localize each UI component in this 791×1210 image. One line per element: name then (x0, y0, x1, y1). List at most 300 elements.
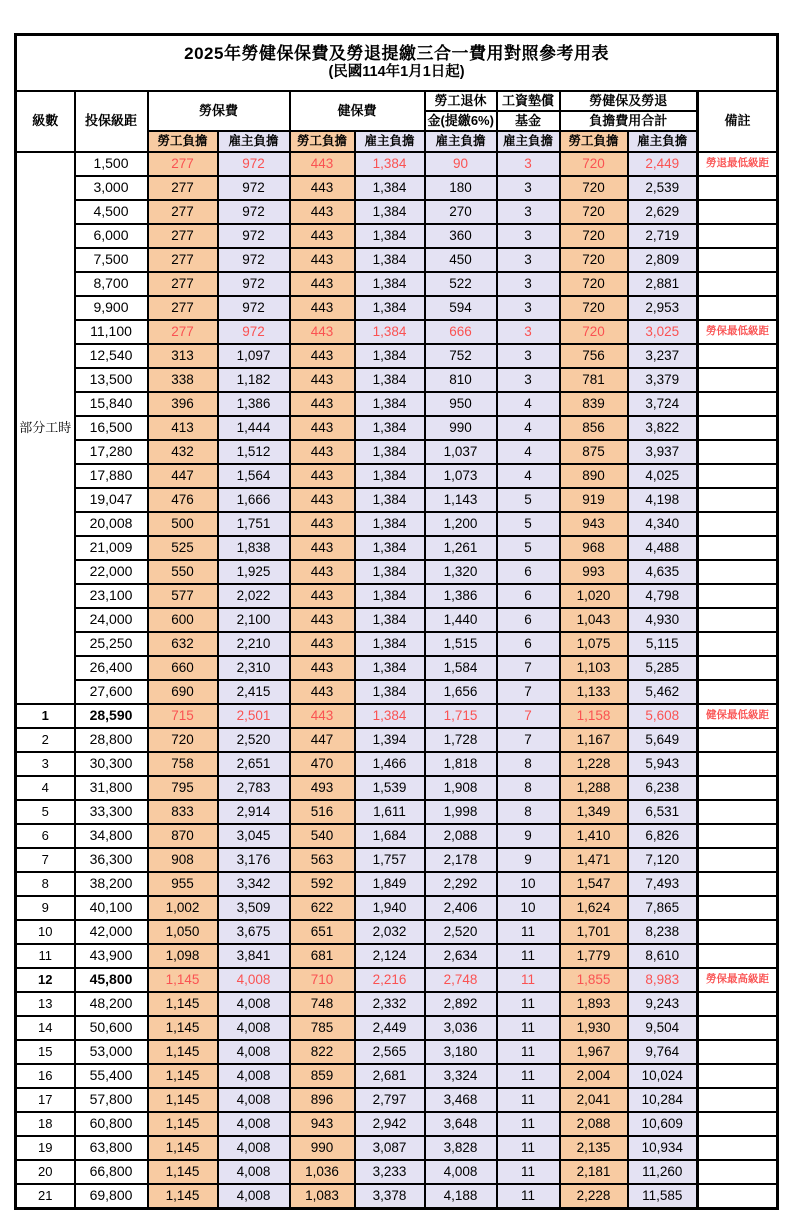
table-row (16, 344, 778, 368)
page-title: 2025年勞健保保費及勞退提繳三合一費用對照參考用表 (184, 43, 609, 63)
value-cell: 1,145 (148, 968, 218, 992)
value-cell: 943 (560, 512, 628, 536)
value-cell: 5,285 (628, 656, 698, 680)
value-cell: 4,008 (218, 1112, 290, 1136)
value-cell: 1,539 (355, 776, 425, 800)
value-cell: 1,158 (560, 704, 628, 728)
value-cell: 9 (497, 824, 560, 848)
value-cell: 6 (497, 584, 560, 608)
table-row (16, 656, 778, 680)
value-cell: 1,036 (290, 1160, 355, 1184)
col-header-total-line2: 負擔費用合計 (560, 111, 698, 131)
remark-cell (698, 464, 778, 488)
value-cell: 443 (290, 368, 355, 392)
bracket-cell: 13,500 (75, 368, 148, 392)
value-cell: 720 (560, 224, 628, 248)
value-cell: 1,779 (560, 944, 628, 968)
value-cell: 795 (148, 776, 218, 800)
value-cell: 432 (148, 440, 218, 464)
col-header-labor-insurance: 勞保費 (148, 91, 290, 131)
value-cell: 651 (290, 920, 355, 944)
value-cell: 522 (425, 272, 497, 296)
value-cell: 1,384 (355, 560, 425, 584)
value-cell: 1,940 (355, 896, 425, 920)
value-cell: 1,624 (560, 896, 628, 920)
remark-cell (698, 848, 778, 872)
value-cell: 443 (290, 536, 355, 560)
value-cell: 11 (497, 992, 560, 1016)
table-row (16, 728, 778, 752)
value-cell: 720 (560, 248, 628, 272)
value-cell: 781 (560, 368, 628, 392)
value-cell: 2,135 (560, 1136, 628, 1160)
value-cell: 8 (497, 800, 560, 824)
level-cell: 19 (16, 1136, 75, 1160)
remark-cell (698, 344, 778, 368)
bracket-cell: 7,500 (75, 248, 148, 272)
value-cell: 2,914 (218, 800, 290, 824)
value-cell: 1,145 (148, 992, 218, 1016)
level-cell: 11 (16, 944, 75, 968)
value-cell: 839 (560, 392, 628, 416)
value-cell: 859 (290, 1064, 355, 1088)
value-cell: 6,531 (628, 800, 698, 824)
value-cell: 1,440 (425, 608, 497, 632)
value-cell: 493 (290, 776, 355, 800)
remark-cell (698, 824, 778, 848)
value-cell: 660 (148, 656, 218, 680)
value-cell: 720 (560, 296, 628, 320)
value-cell: 856 (560, 416, 628, 440)
value-cell: 4,488 (628, 536, 698, 560)
value-cell: 2,041 (560, 1088, 628, 1112)
bracket-cell: 22,000 (75, 560, 148, 584)
remark-cell (698, 440, 778, 464)
table-row (16, 584, 778, 608)
value-cell: 1,384 (355, 656, 425, 680)
value-cell: 3,324 (425, 1064, 497, 1088)
bracket-cell: 60,800 (75, 1112, 148, 1136)
value-cell: 1,384 (355, 392, 425, 416)
value-cell: 6,238 (628, 776, 698, 800)
bracket-cell: 53,000 (75, 1040, 148, 1064)
value-cell: 720 (560, 272, 628, 296)
fee-comparison-table (14, 33, 779, 1210)
value-cell: 3,828 (425, 1136, 497, 1160)
value-cell: 90 (425, 152, 497, 176)
value-cell: 972 (218, 152, 290, 176)
value-cell: 4,798 (628, 584, 698, 608)
value-cell: 277 (148, 176, 218, 200)
remark-cell (698, 536, 778, 560)
value-cell: 4,188 (425, 1184, 497, 1209)
value-cell: 7,120 (628, 848, 698, 872)
remark-cell (698, 896, 778, 920)
remark-cell (698, 200, 778, 224)
table-row (16, 1160, 778, 1184)
value-cell: 756 (560, 344, 628, 368)
value-cell: 3,025 (628, 320, 698, 344)
bracket-cell: 33,300 (75, 800, 148, 824)
value-cell: 592 (290, 872, 355, 896)
remark-cell: 勞保最高級距 (698, 968, 778, 992)
level-cell: 12 (16, 968, 75, 992)
value-cell: 443 (290, 272, 355, 296)
table-row (16, 1136, 778, 1160)
level-cell: 3 (16, 752, 75, 776)
bracket-cell: 17,880 (75, 464, 148, 488)
value-cell: 1,145 (148, 1016, 218, 1040)
value-cell: 1,073 (425, 464, 497, 488)
subheader-health-employer: 雇主負擔 (355, 131, 425, 152)
value-cell: 8 (497, 752, 560, 776)
value-cell: 4,008 (218, 1064, 290, 1088)
value-cell: 443 (290, 560, 355, 584)
subheader-labor-employee: 勞工負擔 (148, 131, 218, 152)
table-row (16, 848, 778, 872)
table-row (16, 776, 778, 800)
bracket-cell: 6,000 (75, 224, 148, 248)
page-subtitle: (民國114年1月1日起) (328, 64, 465, 81)
value-cell: 500 (148, 512, 218, 536)
value-cell: 1,611 (355, 800, 425, 824)
value-cell: 3 (497, 320, 560, 344)
bracket-cell: 17,280 (75, 440, 148, 464)
value-cell: 9,504 (628, 1016, 698, 1040)
value-cell: 277 (148, 248, 218, 272)
value-cell: 3 (497, 224, 560, 248)
level-cell: 4 (16, 776, 75, 800)
level-cell: 13 (16, 992, 75, 1016)
bracket-cell: 34,800 (75, 824, 148, 848)
value-cell: 710 (290, 968, 355, 992)
remark-cell (698, 560, 778, 584)
value-cell: 1,002 (148, 896, 218, 920)
remark-cell (698, 224, 778, 248)
remark-cell (698, 776, 778, 800)
value-cell: 443 (290, 416, 355, 440)
value-cell: 2,216 (355, 968, 425, 992)
value-cell: 1,384 (355, 536, 425, 560)
value-cell: 1,384 (355, 368, 425, 392)
table-row (16, 320, 778, 344)
table-row (16, 800, 778, 824)
value-cell: 2,797 (355, 1088, 425, 1112)
table-row (16, 296, 778, 320)
subheader-total-employee: 勞工負擔 (560, 131, 628, 152)
value-cell: 443 (290, 512, 355, 536)
remark-cell (698, 1184, 778, 1209)
value-cell: 11 (497, 944, 560, 968)
remark-cell (698, 632, 778, 656)
value-cell: 3,237 (628, 344, 698, 368)
value-cell: 972 (218, 248, 290, 272)
value-cell: 2,415 (218, 680, 290, 704)
value-cell: 4 (497, 416, 560, 440)
value-cell: 277 (148, 200, 218, 224)
table-row (16, 560, 778, 584)
bracket-cell: 30,300 (75, 752, 148, 776)
value-cell: 1,145 (148, 1136, 218, 1160)
value-cell: 277 (148, 296, 218, 320)
value-cell: 396 (148, 392, 218, 416)
value-cell: 2,783 (218, 776, 290, 800)
value-cell: 11 (497, 1136, 560, 1160)
subheader-labor-employer: 雇主負擔 (218, 131, 290, 152)
value-cell: 443 (290, 200, 355, 224)
value-cell: 715 (148, 704, 218, 728)
table-row (16, 1088, 778, 1112)
value-cell: 1,075 (560, 632, 628, 656)
remark-cell (698, 296, 778, 320)
col-header-remark: 備註 (698, 91, 778, 152)
bracket-cell: 25,250 (75, 632, 148, 656)
reference-table-sheet (14, 33, 779, 1210)
value-cell: 1,384 (355, 584, 425, 608)
value-cell: 10,609 (628, 1112, 698, 1136)
value-cell: 622 (290, 896, 355, 920)
value-cell: 1,384 (355, 680, 425, 704)
value-cell: 5 (497, 512, 560, 536)
table-row (16, 752, 778, 776)
value-cell: 2,124 (355, 944, 425, 968)
bracket-cell: 38,200 (75, 872, 148, 896)
table-row (16, 968, 778, 992)
value-cell: 1,384 (355, 152, 425, 176)
value-cell: 1,444 (218, 416, 290, 440)
value-cell: 2,406 (425, 896, 497, 920)
value-cell: 3 (497, 368, 560, 392)
value-cell: 1,930 (560, 1016, 628, 1040)
value-cell: 5,608 (628, 704, 698, 728)
value-cell: 11,585 (628, 1184, 698, 1209)
value-cell: 443 (290, 296, 355, 320)
value-cell: 720 (148, 728, 218, 752)
value-cell: 443 (290, 320, 355, 344)
value-cell: 11 (497, 1112, 560, 1136)
value-cell: 11 (497, 920, 560, 944)
col-header-bracket: 投保級距 (75, 91, 148, 152)
value-cell: 896 (290, 1088, 355, 1112)
value-cell: 3,468 (425, 1088, 497, 1112)
value-cell: 11 (497, 1040, 560, 1064)
value-cell: 1,386 (425, 584, 497, 608)
value-cell: 3,036 (425, 1016, 497, 1040)
value-cell: 4,008 (218, 1016, 290, 1040)
value-cell: 1,547 (560, 872, 628, 896)
value-cell: 4 (497, 440, 560, 464)
value-cell: 908 (148, 848, 218, 872)
value-cell: 2,520 (218, 728, 290, 752)
value-cell: 1,967 (560, 1040, 628, 1064)
value-cell: 5,649 (628, 728, 698, 752)
value-cell: 577 (148, 584, 218, 608)
value-cell: 8,238 (628, 920, 698, 944)
remark-cell (698, 752, 778, 776)
table-row (16, 680, 778, 704)
value-cell: 11,260 (628, 1160, 698, 1184)
col-header-wage-fund-line2: 基金 (497, 111, 560, 131)
value-cell: 822 (290, 1040, 355, 1064)
value-cell: 443 (290, 584, 355, 608)
value-cell: 8,983 (628, 968, 698, 992)
table-row (16, 824, 778, 848)
value-cell: 1,925 (218, 560, 290, 584)
value-cell: 443 (290, 464, 355, 488)
value-cell: 2,565 (355, 1040, 425, 1064)
value-cell: 2,088 (560, 1112, 628, 1136)
value-cell: 3,822 (628, 416, 698, 440)
bracket-cell: 28,590 (75, 704, 148, 728)
level-cell: 7 (16, 848, 75, 872)
subheader-pension-employer: 雇主負擔 (425, 131, 497, 152)
value-cell: 7,493 (628, 872, 698, 896)
table-row (16, 200, 778, 224)
bracket-cell: 40,100 (75, 896, 148, 920)
value-cell: 919 (560, 488, 628, 512)
value-cell: 785 (290, 1016, 355, 1040)
value-cell: 443 (290, 680, 355, 704)
value-cell: 2,629 (628, 200, 698, 224)
value-cell: 4,008 (218, 992, 290, 1016)
remark-cell (698, 248, 778, 272)
value-cell: 1,564 (218, 464, 290, 488)
remark-cell (698, 920, 778, 944)
value-cell: 1,757 (355, 848, 425, 872)
value-cell: 270 (425, 200, 497, 224)
value-cell: 1,515 (425, 632, 497, 656)
value-cell: 1,384 (355, 488, 425, 512)
value-cell: 943 (290, 1112, 355, 1136)
value-cell: 3,724 (628, 392, 698, 416)
remark-cell (698, 1064, 778, 1088)
value-cell: 443 (290, 248, 355, 272)
bracket-cell: 12,540 (75, 344, 148, 368)
value-cell: 3,233 (355, 1160, 425, 1184)
value-cell: 360 (425, 224, 497, 248)
value-cell: 1,512 (218, 440, 290, 464)
bracket-cell: 63,800 (75, 1136, 148, 1160)
value-cell: 313 (148, 344, 218, 368)
value-cell: 1,701 (560, 920, 628, 944)
level-cell: 15 (16, 1040, 75, 1064)
value-cell: 720 (560, 320, 628, 344)
value-cell: 720 (560, 200, 628, 224)
value-cell: 1,097 (218, 344, 290, 368)
table-row (16, 992, 778, 1016)
level-cell: 20 (16, 1160, 75, 1184)
value-cell: 968 (560, 536, 628, 560)
value-cell: 1,584 (425, 656, 497, 680)
value-cell: 1,471 (560, 848, 628, 872)
table-row (16, 488, 778, 512)
bracket-cell: 15,840 (75, 392, 148, 416)
value-cell: 277 (148, 152, 218, 176)
value-cell: 10 (497, 872, 560, 896)
value-cell: 443 (290, 632, 355, 656)
value-cell: 7 (497, 704, 560, 728)
value-cell: 1,083 (290, 1184, 355, 1209)
bracket-cell: 1,500 (75, 152, 148, 176)
bracket-cell: 8,700 (75, 272, 148, 296)
remark-cell (698, 416, 778, 440)
title-cell (16, 35, 778, 92)
header-row-1 (16, 91, 778, 111)
level-cell: 2 (16, 728, 75, 752)
level-cell: 16 (16, 1064, 75, 1088)
bracket-cell: 16,500 (75, 416, 148, 440)
value-cell: 2,088 (425, 824, 497, 848)
level-cell: 14 (16, 1016, 75, 1040)
value-cell: 600 (148, 608, 218, 632)
value-cell: 6,826 (628, 824, 698, 848)
value-cell: 2,032 (355, 920, 425, 944)
value-cell: 4,635 (628, 560, 698, 584)
value-cell: 1,384 (355, 200, 425, 224)
table-row (16, 368, 778, 392)
remark-cell (698, 800, 778, 824)
value-cell: 1,384 (355, 320, 425, 344)
value-cell: 4,025 (628, 464, 698, 488)
value-cell: 2,228 (560, 1184, 628, 1209)
value-cell: 720 (560, 152, 628, 176)
remark-cell (698, 584, 778, 608)
remark-cell (698, 608, 778, 632)
col-header-wage-fund-line1: 工資墊償 (497, 91, 560, 111)
value-cell: 1,349 (560, 800, 628, 824)
bracket-cell: 69,800 (75, 1184, 148, 1209)
value-cell: 1,384 (355, 440, 425, 464)
value-cell: 1,167 (560, 728, 628, 752)
value-cell: 1,384 (355, 248, 425, 272)
level-cell: 9 (16, 896, 75, 920)
value-cell: 443 (290, 488, 355, 512)
value-cell: 833 (148, 800, 218, 824)
value-cell: 666 (425, 320, 497, 344)
table-row (16, 152, 778, 176)
value-cell: 1,145 (148, 1160, 218, 1184)
value-cell: 563 (290, 848, 355, 872)
value-cell: 1,728 (425, 728, 497, 752)
value-cell: 3 (497, 152, 560, 176)
value-cell: 10,024 (628, 1064, 698, 1088)
value-cell: 1,466 (355, 752, 425, 776)
bracket-cell: 55,400 (75, 1064, 148, 1088)
value-cell: 6 (497, 632, 560, 656)
value-cell: 758 (148, 752, 218, 776)
table-row (16, 1016, 778, 1040)
value-cell: 2,100 (218, 608, 290, 632)
value-cell: 2,942 (355, 1112, 425, 1136)
value-cell: 2,210 (218, 632, 290, 656)
value-cell: 7 (497, 680, 560, 704)
value-cell: 7,865 (628, 896, 698, 920)
value-cell: 2,449 (628, 152, 698, 176)
value-cell: 4,008 (218, 968, 290, 992)
remark-cell: 勞退最低級距 (698, 152, 778, 176)
value-cell: 2,449 (355, 1016, 425, 1040)
value-cell: 3,675 (218, 920, 290, 944)
col-header-level: 級數 (16, 91, 75, 152)
remark-cell (698, 1112, 778, 1136)
value-cell: 4,008 (218, 1160, 290, 1184)
value-cell: 875 (560, 440, 628, 464)
remark-cell: 健保最低級距 (698, 704, 778, 728)
bracket-cell: 57,800 (75, 1088, 148, 1112)
value-cell: 3 (497, 344, 560, 368)
value-cell: 2,681 (355, 1064, 425, 1088)
value-cell: 1,043 (560, 608, 628, 632)
